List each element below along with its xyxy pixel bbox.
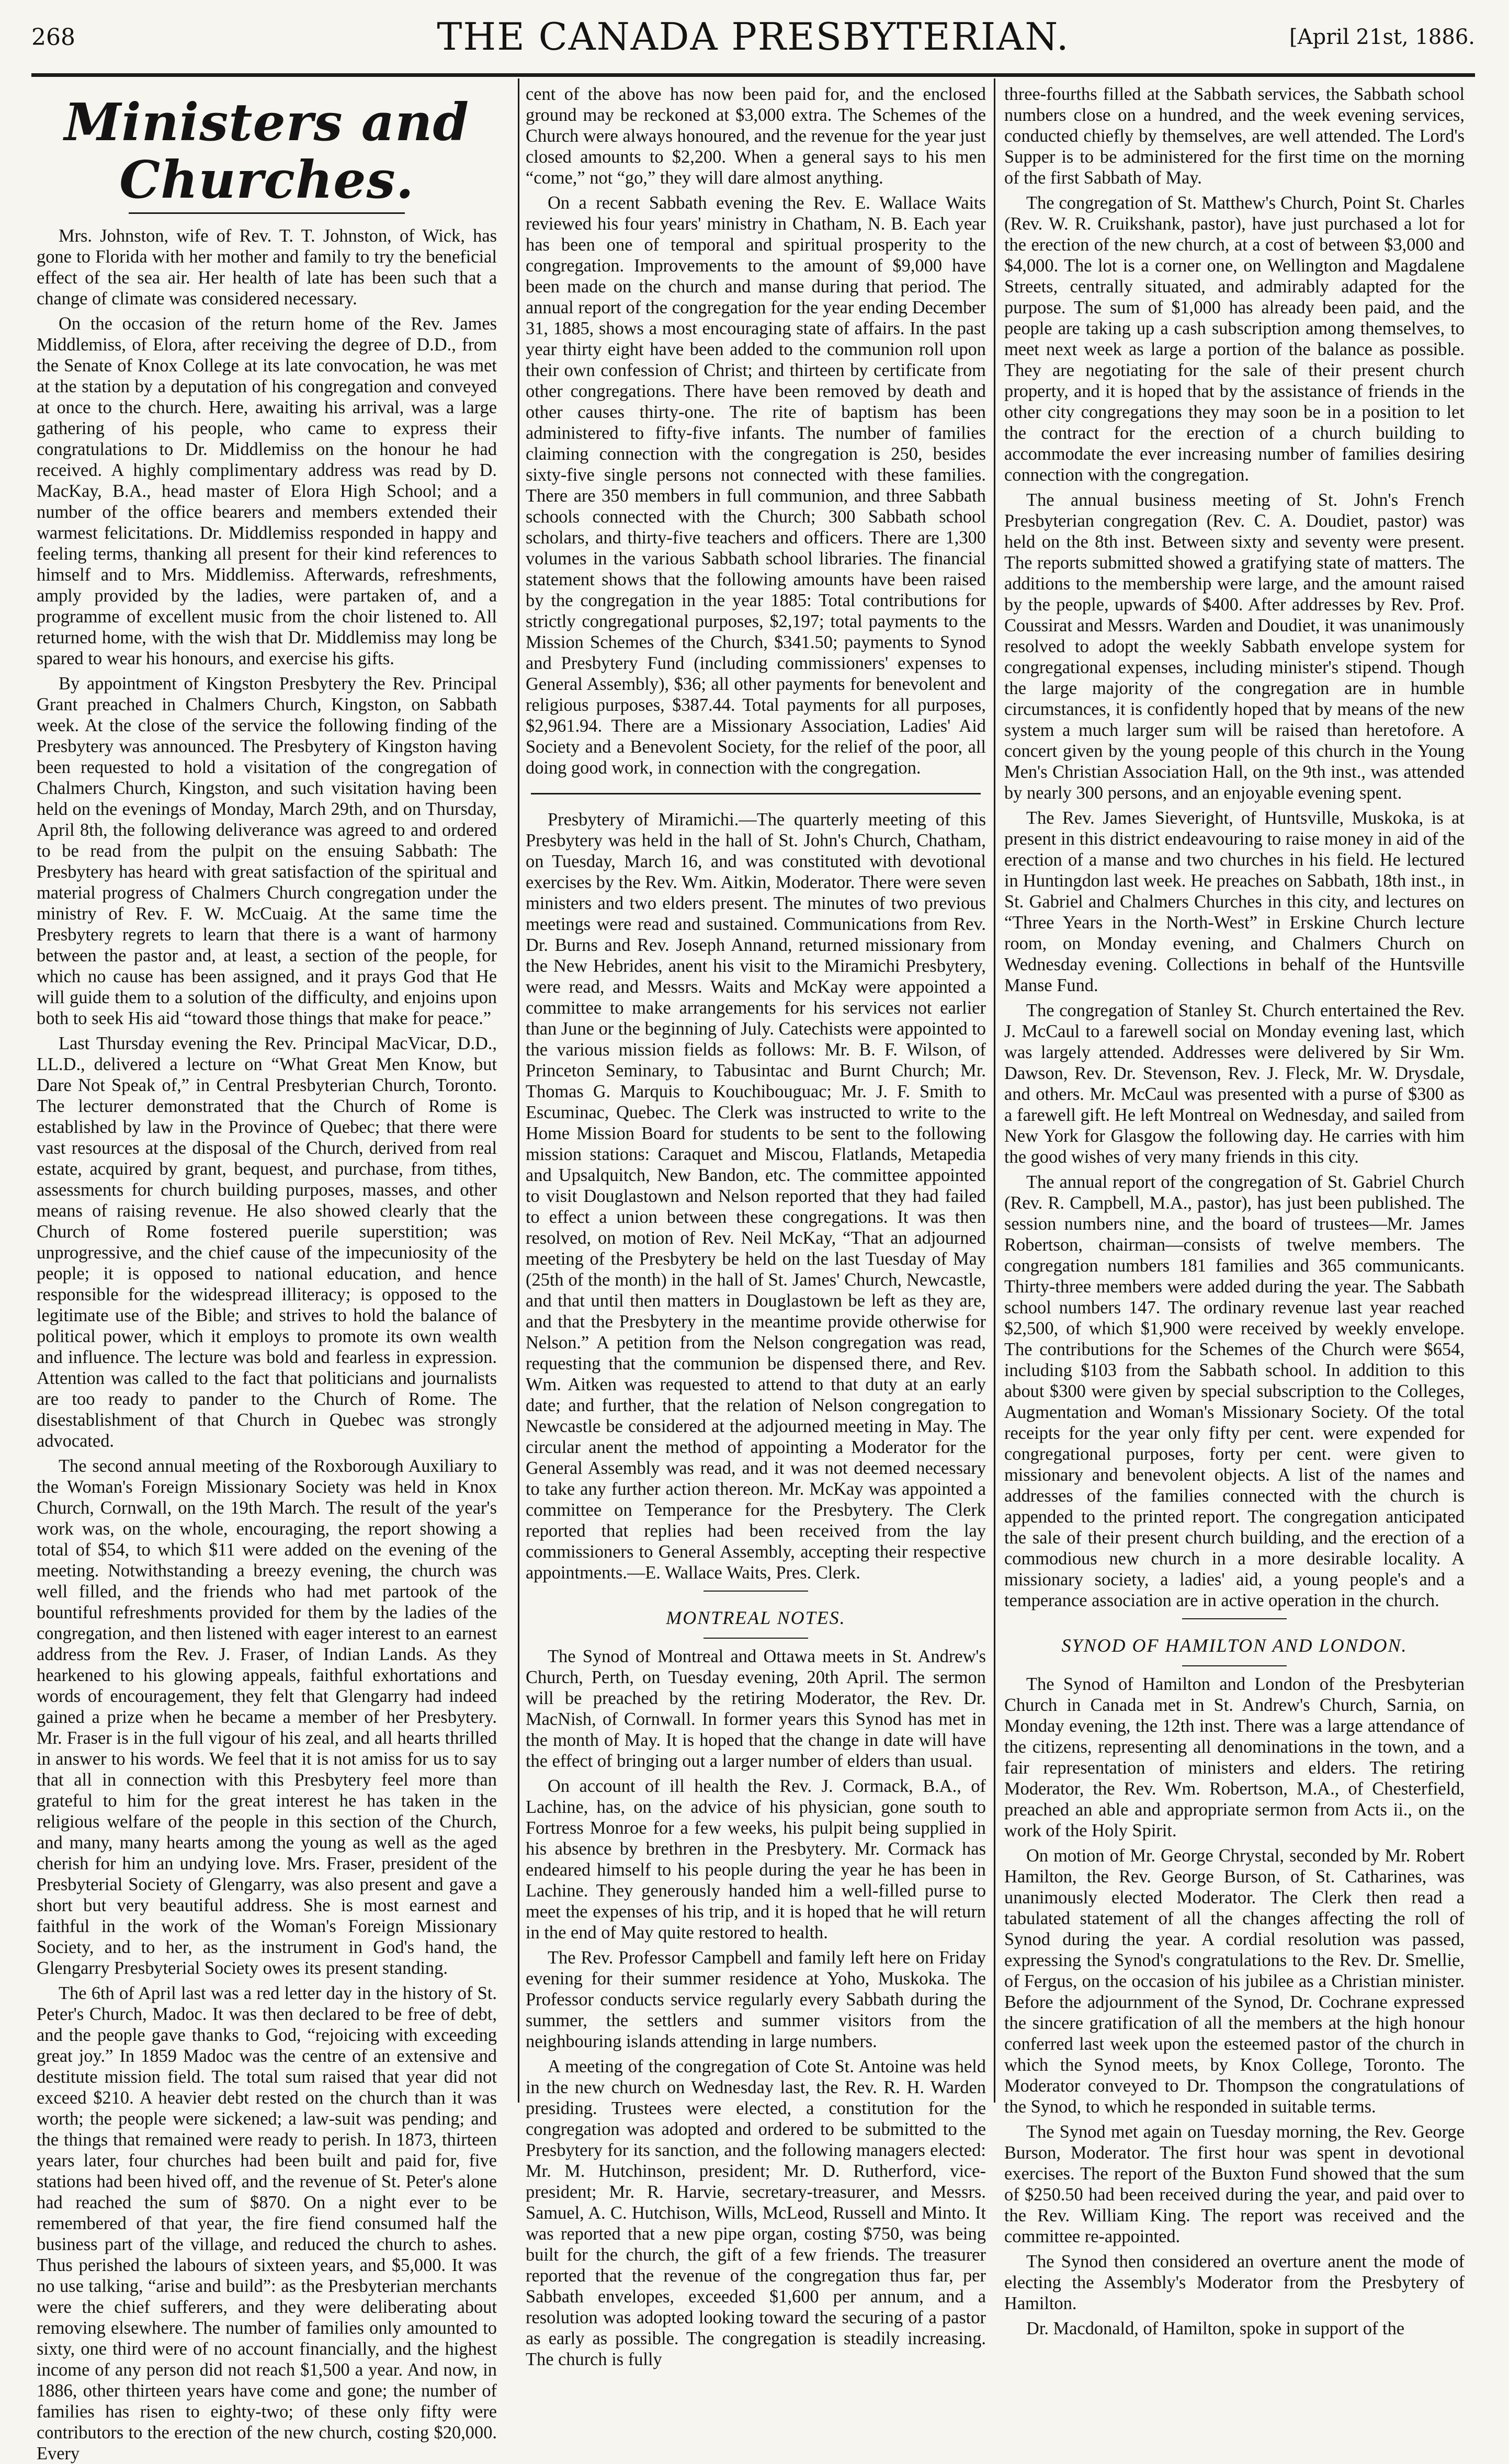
- issue-date: [April 21st, 1886.: [1289, 25, 1475, 49]
- article-paragraph: The Rev. James Sieveright, of Huntsville, Muskoka, is at present in this district endeavouring to raise money in aid of the erection of a manse and two churches in his field. He lectured in Huntingdon last week. He preaches on Sabbath, 18th inst., in St. Gabriel and Chalmers Churches in this city, and lectures on “Three Years in the North-West” in Erskine Church lecture room, on Monday evening, and Chalmers Church on Wednesday evening. Collections in behalf of the Huntsville Manse Fund.: [1004, 808, 1465, 995]
- article-separator: [1182, 1618, 1287, 1619]
- article-paragraph: The Synod then considered an overture anent the mode of electing the Assembly's Moderator from the Presbytery of Hamilton.: [1004, 2252, 1465, 2313]
- article-paragraph: The second annual meeting of the Roxborough Auxiliary to the Woman's Foreign Missionary Society was held in Knox Church, Cornwall, on the 19th March. The result of the year's work was, on the whole, encouraging, the report showing a total of $54, to which $11 were added on the evening of the meeting. Notwithstanding a breezy evening, the church was well filled, and the friends who had met partook of the bountiful refreshments provided for them by the ladies of the congregation, and then listened with eager interest to an earnest address from the Rev. J. Fraser, of Indian Lands. As they hearkened to his glowing appeals, faithful exhortations and words of encouragement, they felt that Glengarry had indeed gained a prize when he became a member of her Presbytery. Mr. Fraser is in the full vigour of his zeal, and all hearts thrilled in answer to his words. We feel that it is not amiss for us to say that all in connection with this Presbytery feel more than grateful to him for the great interest he has taken in the religious welfare of the people in this section of the Church, and many, many hearts among the young as well as the aged cherish for him an undying love. Mrs. Fraser, president of the Presbyterial Society of Glengarry, was also present and gave a short but very beautiful address. She is most earnest and faithful in the work of the Woman's Foreign Missionary Society, and to her, as the instrument in God's hand, the Glengarry Presbyterial Society owes its present standing.: [37, 1456, 497, 1978]
- article-paragraph: Last Thursday evening the Rev. Principal MacVicar, D.D., LL.D., delivered a lecture on “What Great Men Know, but Dare Not Speak of,” in Central Presbyterian Church, Toronto. The lecturer demonstrated that the Church of Rome is established by law in the Province of Quebec; that there were vast resources at the disposal of the Church, derived from real estate, acquired by grant, bequest, and purchase, from tithes, assessments for church building purposes, masses, and other means of raising revenue. He also showed clearly that the Church of Rome fostered puerile superstition; was unprogressive, and the chief cause of the impecuniosity of the people; it is opposed to national education, and hence responsible for the widespread illiteracy; is opposed to the legitimate use of the Bible; and strives to hold the balance of political power, which it employs to promote its own wealth and influence. The lecture was bold and fearless in expression. Attention was called to the fact that politicians and journalists are too ready to pander to the Church of Rome. The disestablishment of that Church in Quebec was strongly advocated.: [37, 1034, 497, 1451]
- column-1: [37, 84, 497, 2463]
- article-separator: [704, 1591, 808, 1592]
- article-paragraph: On motion of Mr. George Chrystal, seconded by Mr. Robert Hamilton, the Rev. George Burson, of St. Catharines, was unanimously elected Moderator. The Clerk then read a tabulated statement of all the changes affecting the roll of Synod during the year. A cordial resolution was passed, expressing the Synod's congratulations to the Rev. Dr. Smellie, of Fergus, on the occasion of his jubilee as a Christian minister. Before the adjournment of the Synod, Dr. Cochrane expressed the sincere gratification of all the members at the high honour conferred last week upon the esteemed pastor of the church in which the Synod meets, by Knox College, Toronto. The Moderator conveyed to Dr. Thompson the congratulations of the Synod, to which he responded in suitable terms.: [1004, 1846, 1465, 2117]
- article-separator: [531, 793, 981, 794]
- article-paragraph: Dr. Macdonald, of Hamilton, spoke in support of the: [1026, 2319, 1405, 2338]
- synod-heading: SYNOD OF HAMILTON AND LONDON.: [1061, 1635, 1408, 1656]
- header-rule: [31, 73, 1475, 77]
- page-number: 268: [31, 24, 75, 51]
- newspaper-title: THE CANADA PRESBYTERIAN.: [437, 15, 1070, 59]
- article-paragraph: On the occasion of the return home of the Rev. James Middlemiss, of Elora, after receiving the degree of D.D., from the Senate of Knox College at its late convocation, he was met at the station by a deputation of his congregation and conveyed at once to the church. Here, awaiting his arrival, was a large gathering of his people, who came to express their congratulations to Dr. Middlemiss on the honour he had received. A highly complimentary address was read by D. MacKay, B.A., head master of Elora High School; and a number of the office bearers and members extended their warmest felicitations. Dr. Middlemiss responded in happy and feeling terms, thanking all present for their kind references to himself and to Mrs. Middlemiss. Afterwards, refreshments, amply provided by the ladies, were partaken of, and a programme of excellent music from the choir listened to. All returned home, with the wish that Dr. Middlemiss may long be spared to wear his honours, and exercise his gifts.: [37, 314, 497, 668]
- article-paragraph: The Synod of Montreal and Ottawa meets in St. Andrew's Church, Perth, on Tuesday evening, 20th April. The sermon will be preached by the retiring Moderator, the Rev. Dr. MacNish, of Cornwall. In former years this Synod has met in the month of May. It is hoped that the change in date will have the effect of bringing out a larger number of elders than usual.: [526, 1647, 986, 1771]
- article-paragraph: The annual business meeting of St. John's French Presbyterian congregation (Rev. C. A. Doudiet, pastor) was held on the 8th inst. Between sixty and seventy were present. The reports submitted showed a gratifying state of matters. The additions to the membership were large, and the amount raised by the people, upwards of $400. After addresses by Rev. Prof. Coussirat and Messrs. Warden and Doudiet, it was unanimously resolved to adopt the weekly Sabbath envelope system for congregational expenses, including minister's stipend. Though the large majority of the congregation are in humble circumstances, it is confidently hoped that by means of the new system a much larger sum will be raised than heretofore. A concert given by the young people of this church in the Young Men's Christian Association Hall, on the 9th inst., was attended by nearly 300 persons, and an enjoyable evening spent.: [1004, 490, 1465, 803]
- article-paragraph: cent of the above has now been paid for, and the enclosed ground may be reckoned at $3,000 extra. The Schemes of the Church were always honoured, and the revenue for the year just closed amounts to $2,200. When a general says to his men “come,” not “go,” they will dare almost anything.: [526, 84, 986, 188]
- article-paragraph: By appointment of Kingston Presbytery the Rev. Principal Grant preached in Chalmers Church, Kingston, on Sabbath week. At the close of the service the following finding of the Presbytery was announced. The Presbytery of Kingston having been requested to hold a visitation of the congregation of Chalmers Church, Kingston, and such visitation having been held on the evenings of Monday, March 29th, and on Thursday, April 8th, the following deliverance was agreed to and ordered to be read from the pulpit on the ensuing Sabbath: The Presbytery has heard with great satisfaction of the spiritual and material progress of Chalmers Church congregation under the ministry of Rev. F. W. McCuaig. At the same time the Presbytery regrets to learn that there is a want of harmony between the pastor and, at least, a section of the people, for which no cause has been assigned, and it prays God that He will guide them to a solution of the difficulty, and enjoins upon both to seek His aid “toward those things that make for peace.”: [37, 674, 497, 1028]
- article-paragraph: The Synod met again on Tuesday morning, the Rev. George Burson, Moderator. The first hour was spent in devotional exercises. The report of the Buxton Fund showed that the sum of $250.50 had been received during the year, and paid over to the Rev. William King. The report was received and the committee re-appointed.: [1004, 2122, 1465, 2246]
- column-2: [526, 84, 986, 2369]
- column-divider: [994, 78, 995, 2103]
- article-paragraph: The congregation of St. Matthew's Church, Point St. Charles (Rev. W. R. Cruikshank, pastor), have just purchased a lot for the erection of the new church, at a cost of between $3,000 and $4,000. The lot is a corner one, on Wellington and Magdalene Streets, centrally situated, and admirably adapted for the purpose. The sum of $1,000 has already been paid, and the people are taking up a cash subscription among themselves, to meet next week as large a portion of the balance as possible. They are negotiating for the sale of their present church property, and it is hoped that by the assistance of friends in the other city congregations they may soon be in a position to let the contract for the erection of a church building to accommodate the ever increasing number of families desiring connection with the congregation.: [1004, 193, 1465, 485]
- column-3: [1004, 84, 1465, 2338]
- article-paragraph: On account of ill health the Rev. J. Cormack, B.A., of Lachine, has, on the advice of his physician, gone south to Fortress Monroe for a few weeks, his pulpit being supplied in his absence by brethren in the Presbytery. Mr. Cormack has endeared himself to his people during the year he has been in Lachine. They generously handed him a well-filled purse to meet the expenses of his trip, and it is hoped that he will return in the end of May quite restored to health.: [526, 1776, 986, 1943]
- heading-rule: [129, 212, 405, 214]
- article-paragraph: Mrs. Johnston, wife of Rev. T. T. Johnston, of Wick, has gone to Florida with her mother and family to try the beneficial effect of the sea air. Her health of late has been such that a change of climate was considered necessary.: [37, 226, 497, 309]
- page-header: [31, 9, 1475, 67]
- article-paragraph: The congregation of Stanley St. Church entertained the Rev. J. McCaul to a farewell social on Monday evening last, which was largely attended. Addresses were delivered by Sir Wm. Dawson, Rev. Dr. Stevenson, Rev. J. Fleck, Mr. W. Drysdale, and others. Mr. McCaul was presented with a purse of $300 as a farewell gift. He left Montreal on Wednesday, and sailed from New York for Glasgow the following day. He carries with him the good wishes of very many friends in this city.: [1004, 1001, 1465, 1167]
- section-heading: Ministers and Churches.: [64, 93, 470, 210]
- article-paragraph: Presbytery of Miramichi.—The quarterly meeting of this Presbytery was held in the hall of St. John's Church, Chatham, on Tuesday, March 16, and was constituted with devotional exercises by the Rev. Wm. Aitkin, Moderator. There were seven ministers and two elders present. The minutes of two previous meetings were read and sustained. Communications from Rev. Dr. Burns and Rev. Joseph Annand, returned missionary from the New Hebrides, anent his visit to the Miramichi Presbytery, were read, and Messrs. Waits and McKay were appointed a committee to make arrangements for his services not earlier than June or the beginning of July. Catechists were appointed to the various mission fields as follows: Mr. B. F. Wilson, of Princeton Seminary, to Tabusintac and Burnt Church; Mr. Thomas G. Marquis to Kouchibouguac; Mr. J. F. Smith to Escuminac, Quebec. The Clerk was instructed to write to the Home Mission Board for students to be sent to the following mission stations: Caraquet and Miscou, Flatlands, Metapedia and Upsalquitch, New Bandon, etc. The committee appointed to visit Douglastown and Nelson reported that they had failed to effect a union between these congregations. It was then resolved, on motion of Rev. Neil McKay, “That an adjourned meeting of the Presbytery be held on the last Tuesday of May (25th of the month) in the hall of St. James' Church, Newcastle, and that until then matters in Douglastown be left as they are, and that the Presbytery in the meantime provide otherwise for Nelson.” A petition from the Nelson congregation was read, requesting that the communion be dispensed there, and Rev. Wm. Aitken was requested to attend to that duty at an early date; and further, that the relation of Nelson congregation to Newcastle be considered at the adjourned meeting in May. The circular anent the method of appointing a Moderator for the General Assembly was read, and it was not deemed necessary to take any further action thereon. Mr. McKay was appointed a committee on Temperance for the Presbytery. The Clerk reported that replies had been received from the lay commissioners to General Assembly, accepting their respective appointments.—E. Wallace Waits, Pres. Clerk.: [526, 810, 986, 1583]
- montreal-notes-heading: MONTREAL NOTES.: [666, 1607, 846, 1628]
- column-divider: [518, 78, 519, 2103]
- article-paragraph: The 6th of April last was a red letter day in the history of St. Peter's Church, Madoc. It was then declared to be free of debt, and the people gave thanks to God, “rejoicing with exceeding great joy.” In 1859 Madoc was the centre of an extensive and destitute mission field. The total sum raised that year did not exceed $210. A heavier debt rested on the church than it was worth; the people were sickened; a law-suit was pending; and the things that remained were ready to perish. In 1873, thirteen years later, four churches had been built and paid for, five stations had been hived off, and the revenue of St. Peter's alone had reached the sum of $870. On a night ever to be remembered of that year, the fire fiend consumed half the business part of the village, and reduced the church to ashes. Thus perished the labours of sixteen years, and $5,000. It was no use talking, “arise and build”: as the Presbyterian merchants were the chief sufferers, and they were deliberating about removing elsewhere. The number of families only amounted to sixty, one third were of no account financially, and the highest income of any person did not reach $1,500 a year. And now, in 1886, other thirteen years have come and gone; the number of families has risen to eighty-two; of these only fifty were contributors to the erection of the new church, costing $20,000. Every: [37, 1983, 497, 2463]
- article-paragraph: The Rev. Professor Campbell and family left here on Friday evening for their summer residence at Yoho, Muskoka. The Professor conducts service regularly every Sabbath during the summer, the settlers and summer visitors from the neighbouring islands attending in large numbers.: [526, 1948, 986, 2051]
- article-paragraph: The annual report of the congregation of St. Gabriel Church (Rev. R. Campbell, M.A., pastor), has just been published. The session numbers nine, and the board of trustees—Mr. James Robertson, chairman—consists of twelve members. The congregation numbers 181 families and 365 communicants. Thirty-three members were added during the year. The Sabbath school numbers 147. The ordinary revenue last year reached $2,500, of which $1,900 were received by weekly envelope. The contributions for the Schemes of the Church were $654, including $103 from the Sabbath school. In addition to this about $300 were given by special subscription to the Colleges, Augmentation and Woman's Missionary Society. Of the total receipts for the year only fifty per cent. were expended for congregational purposes, forty per cent. were given to missionary and benevolent objects. A list of the names and addresses of the families connected with the church is appended to the printed report. The congregation anticipated the sale of their present church building, and the erection of a commodious new church in a more desirable locality. A missionary society, a ladies' aid, a young people's and a temperance association are in active operation in the church.: [1004, 1172, 1465, 1610]
- heading-rule: [1182, 1665, 1287, 1666]
- heading-rule: [704, 1638, 808, 1639]
- article-paragraph: On a recent Sabbath evening the Rev. E. Wallace Waits reviewed his four years' ministry in Chatham, N. B. Each year has been one of temporal and spiritual prosperity to the congregation. Improvements to the amount of $9,000 have been made on the church and manse during that period. The annual report of the congregation for the year ending December 31, 1885, shows a most encouraging state of affairs. In the past year thirty eight have been added to the communion roll upon their own confession of Christ; and thirteen by certificate from other congregations. There have been removed by death and other causes thirty-one. The rite of baptism has been administered to fifty-five infants. The number of families claiming connection with the congregation is 250, besides sixty-five single persons not connected with these families. There are 350 members in full communion, and three Sabbath schools connected with the Church; 300 Sabbath school scholars, and thirty-five teachers and officers. There are 1,300 volumes in the various Sabbath school libraries. The financial statement shows that the following amounts have been raised by the congregation in the year 1885: Total contributions for strictly congregational purposes, $2,197; total payments to the Mission Schemes of the Church, $341.50; payments to Synod and Presbytery Fund (including commissioners' expenses to General Assembly), $36; all other payments for benevolent and religious purposes, $387.44. Total payments for all purposes, $2,961.94. There are a Missionary Association, Ladies' Aid Society and a Benevolent Society, for the relief of the poor, all doing good work, in connection with the congregation.: [526, 193, 986, 778]
- article-paragraph: A meeting of the congregation of Cote St. Antoine was held in the new church on Wednesday last, the Rev. R. H. Warden presiding. Trustees were elected, a constitution for the congregation was adopted and ordered to be submitted to the Presbytery for its sanction, and the following managers elected: Mr. M. Hutchinson, president; Mr. D. Rutherford, vice-president; Mr. R. Harvie, secretary-treasurer, and Messrs. Samuel, A. C. Hutchison, Wills, McLeod, Russell and Minto. It was reported that a new pipe organ, costing $750, was being built for the church, the gift of a few friends. The treasurer reported that the revenue of the congregation thus far, per Sabbath envelopes, exceeded $1,600 per annum, and a resolution was adopted looking toward the securing of a pastor as early as possible. The congregation is steadily increasing. The church is fully: [526, 2057, 986, 2369]
- article-paragraph: three-fourths filled at the Sabbath services, the Sabbath school numbers close on a hundred, and the week evening services, conducted chiefly by themselves, are well attended. The Lord's Supper is to be administered for the first time on the morning of the first Sabbath of May.: [1004, 84, 1465, 188]
- article-paragraph: The Synod of Hamilton and London of the Presbyterian Church in Canada met in St. Andrew's Church, Sarnia, on Monday evening, the 12th inst. There was a large attendance of the citizens, representing all denominations in the town, and a fair representation of ministers and elders. The retiring Moderator, the Rev. Wm. Robertson, M.A., of Chesterfield, preached an able and appropriate sermon from Acts ii., on the work of the Holy Spirit.: [1004, 1674, 1465, 1841]
